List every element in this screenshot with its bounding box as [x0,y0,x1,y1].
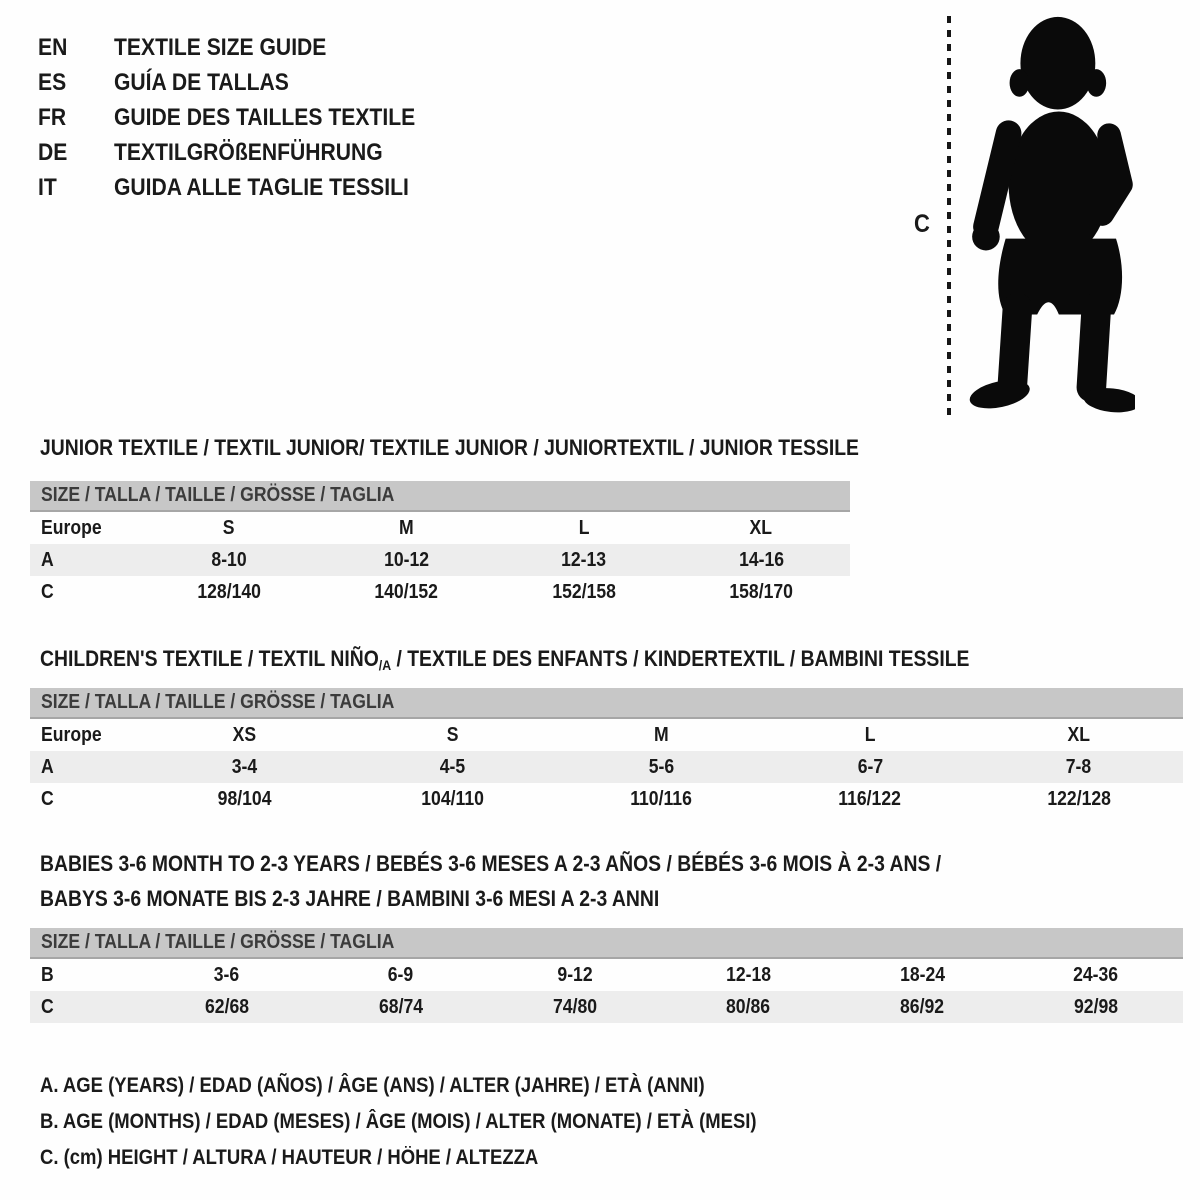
children-title-subscript: /A [378,657,392,673]
age-cell: 5-6 [648,755,675,778]
language-title: TEXTILE SIZE GUIDE [114,34,327,61]
height-measure-label: C [914,210,930,238]
language-title-list [38,30,456,205]
children-section-title [40,641,1096,683]
height-cell: 116/122 [838,787,902,810]
language-code: ES [38,69,67,96]
legend-line-c: C. (cm) HEIGHT / ALTURA / HAUTEUR / HÖHE / ALTEZZA [40,1146,539,1169]
row-label: A [41,548,54,571]
language-code: FR [38,104,67,131]
table-row [30,991,1183,1023]
size-table-header [30,481,850,512]
age-cell: 9-12 [556,963,593,986]
toddler-silhouette-icon [963,12,1135,416]
table-row [30,959,1183,991]
height-measure-dashed-line [947,16,951,416]
age-cell: 14-16 [738,548,784,571]
legend-line-b: B. AGE (MONTHS) / EDAD (MESES) / ÂGE (MOIS) / ALTER (MONATE) / ETÀ (MESI) [40,1110,757,1133]
height-cell: 152/158 [551,580,616,603]
height-cell: 110/116 [630,787,693,810]
babies-title-line1: BABIES 3-6 MONTH TO 2-3 YEARS / BEBÉS 3-6 MESES A 2-3 AÑOS / BÉBÉS 3-6 MOIS À 2-3 ANS / [40,851,942,876]
age-cell: 24-36 [1073,963,1119,986]
babies-size-table [30,928,1183,1023]
height-cell: 128/140 [196,580,261,603]
size-cell: XS [232,723,257,746]
height-cell: 98/104 [217,787,272,810]
height-cell: 80/86 [726,995,771,1018]
row-label: C [41,580,54,603]
language-row-fr [38,100,456,135]
size-cell: M [654,723,669,746]
babies-title-line2: BABYS 3-6 MONATE BIS 2-3 JAHRE / BAMBINI 3-6 MESI A 2-3 ANNI [40,886,660,911]
babies-section-title [40,846,1064,916]
language-code: DE [38,139,68,166]
size-table-header-label: SIZE / TALLA / TAILLE / GRÖSSE / TAGLIA [41,931,395,953]
row-label: B [41,963,54,986]
size-cell: L [578,516,590,539]
row-label: Europe [41,723,102,746]
size-cell: M [398,516,414,539]
age-cell: 6-7 [857,755,883,778]
height-cell: 158/170 [729,580,794,603]
language-row-en [38,30,456,65]
language-title: GUÍA DE TALLAS [114,69,289,96]
row-label: C [41,787,54,810]
row-label: Europe [41,516,102,539]
table-row [30,576,850,608]
children-title-prefix: CHILDREN'S TEXTILE / TEXTIL NIÑO [40,646,379,671]
language-title: TEXTILGRÖßENFÜHRUNG [114,139,383,166]
height-cell: 122/128 [1046,787,1111,810]
table-row [30,512,850,544]
age-cell: 4-5 [440,755,466,778]
language-title: GUIDA ALLE TAGLIE TESSILI [114,174,409,201]
language-row-es [38,65,456,100]
age-cell: 6-9 [388,963,414,986]
age-cell: 3-4 [231,755,258,778]
height-cell: 86/92 [900,995,945,1018]
size-cell: S [222,516,235,539]
height-cell: 68/74 [378,995,423,1018]
size-table-header-label: SIZE / TALLA / TAILLE / GRÖSSE / TAGLIA [41,691,395,713]
age-cell: 10-12 [383,548,429,571]
language-code: EN [38,34,68,61]
height-cell: 92/98 [1074,995,1119,1018]
language-title: GUIDE DES TAILLES TEXTILE [114,104,416,131]
table-row [30,544,850,576]
junior-size-table [30,481,850,608]
age-cell: 12-13 [561,548,607,571]
age-cell: 18-24 [899,963,945,986]
row-label: C [41,995,54,1018]
height-cell: 140/152 [374,580,439,603]
row-label: A [41,755,54,778]
age-cell: 3-6 [214,963,240,986]
children-size-table [30,688,1183,815]
size-cell: XL [1067,723,1090,746]
age-cell: 12-18 [725,963,771,986]
table-row [30,783,1183,815]
age-cell: 7-8 [1065,755,1092,778]
size-table-header [30,928,1183,959]
table-row [30,719,1183,751]
legend-line-a: A. AGE (YEARS) / EDAD (AÑOS) / ÂGE (ANS) / ALTER (JAHRE) / ETÀ (ANNI) [40,1074,705,1097]
language-code: IT [38,174,57,201]
size-cell: L [864,723,876,746]
height-cell: 62/68 [204,995,249,1018]
size-table-header-label: SIZE / TALLA / TAILLE / GRÖSSE / TAGLIA [41,484,395,506]
language-row-it [38,170,456,205]
size-cell: XL [750,516,773,539]
age-cell: 8-10 [211,548,247,571]
table-row [30,751,1183,783]
measurement-legend [40,1068,854,1176]
height-cell: 74/80 [552,995,597,1018]
children-title-suffix: / TEXTILE DES ENFANTS / KINDERTEXTIL / BAMBINI TESSILE [391,646,970,671]
junior-section-title: JUNIOR TEXTILE / TEXTIL JUNIOR/ TEXTILE JUNIOR / JUNIORTEXTIL / JUNIOR TESSILE [40,435,859,460]
size-table-header [30,688,1183,719]
size-cell: S [447,723,459,746]
language-row-de [38,135,456,170]
height-cell: 104/110 [421,787,485,810]
